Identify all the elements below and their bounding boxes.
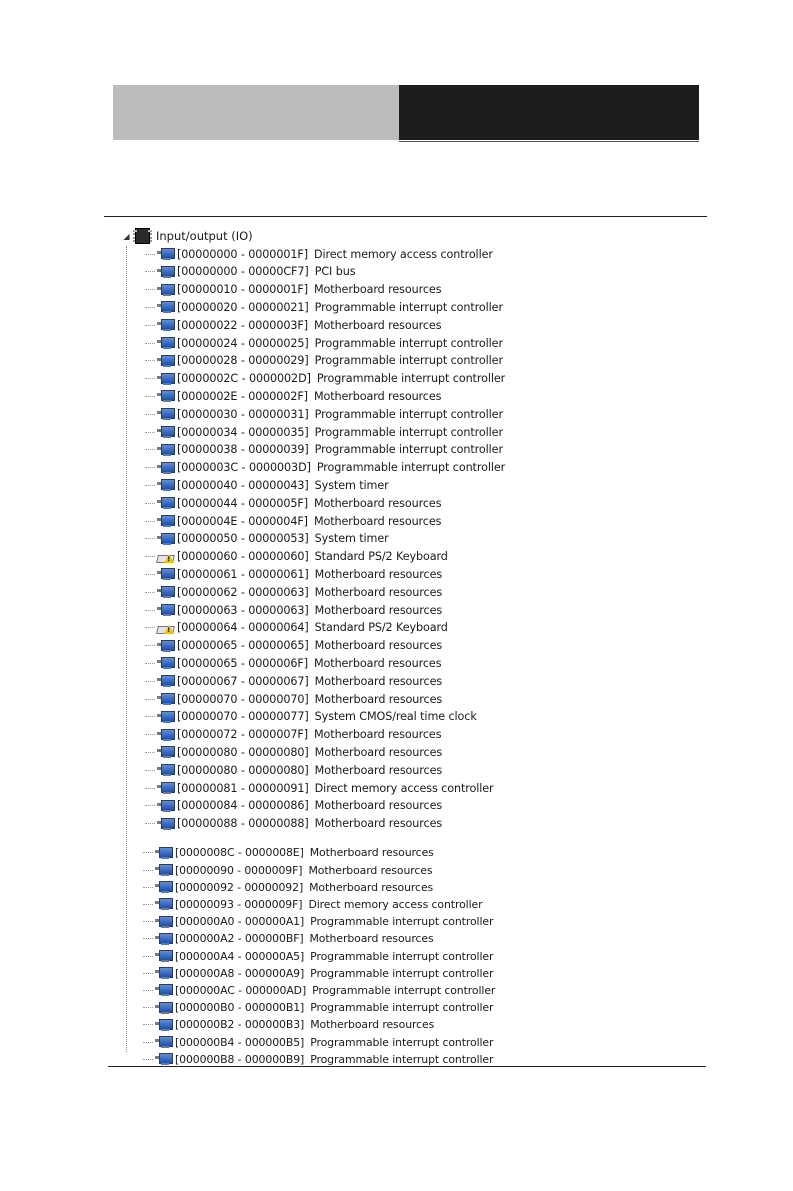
io-range: [00000060 - 00000060]	[177, 550, 309, 564]
io-range: [000000A8 - 000000A9]	[175, 966, 305, 980]
io-range: [00000084 - 00000086]	[177, 799, 309, 813]
tree-branch-line	[145, 307, 155, 308]
tree-branch-line	[145, 485, 155, 486]
device-name: Motherboard resources	[314, 567, 443, 581]
io-range: [000000A2 - 000000BF]	[175, 932, 304, 946]
monitor-device-icon	[157, 781, 174, 795]
monitor-device-icon	[157, 532, 174, 546]
tree-branch-line	[143, 921, 153, 922]
io-range: [000000B0 - 000000B1]	[175, 1001, 305, 1015]
tree-branch-line	[145, 788, 155, 789]
device-name: Motherboard resources	[314, 763, 443, 777]
monitor-device-icon	[157, 674, 174, 688]
tree-branch-line	[145, 503, 155, 504]
list-item[interactable]	[145, 424, 503, 440]
tree-branch-line	[145, 325, 155, 326]
monitor-device-icon	[155, 1018, 172, 1032]
list-item[interactable]	[145, 549, 448, 565]
list-item[interactable]	[145, 602, 442, 618]
device-name: Direct memory access controller	[308, 897, 483, 911]
list-item[interactable]	[145, 727, 441, 743]
monitor-device-icon	[157, 478, 174, 492]
device-name: Direct memory access controller	[313, 247, 493, 261]
list-item[interactable]	[145, 655, 441, 671]
monitor-device-icon	[157, 728, 174, 742]
tree-branch-line	[145, 681, 155, 682]
tree-branch-line	[143, 870, 153, 871]
monitor-device-icon	[155, 897, 172, 911]
monitor-device-icon	[157, 585, 174, 599]
list-item[interactable]	[145, 566, 442, 582]
monitor-device-icon	[157, 265, 174, 279]
list-item[interactable]	[145, 620, 448, 636]
tree-branch-line	[145, 360, 155, 361]
io-range: [00000030 - 00000031]	[177, 407, 309, 421]
list-item[interactable]	[145, 477, 389, 493]
io-range: [00000034 - 00000035]	[177, 425, 309, 439]
list-item[interactable]	[145, 691, 442, 707]
device-name: Motherboard resources	[309, 932, 434, 946]
tree-branch-line	[145, 432, 155, 433]
monitor-device-icon	[157, 461, 174, 475]
list-item[interactable]	[143, 965, 493, 981]
tree-root-io[interactable]	[121, 227, 253, 245]
io-range: [00000067 - 00000067]	[177, 674, 309, 688]
list-item[interactable]	[143, 879, 433, 895]
tree-branch-line	[145, 610, 155, 611]
device-name: Programmable interrupt controller	[310, 1035, 494, 1049]
io-range: [00000080 - 00000080]	[177, 763, 309, 777]
io-range: [000000B8 - 000000B9]	[175, 1052, 305, 1066]
tree-branch-line	[143, 990, 153, 991]
device-name: Motherboard resources	[310, 1018, 435, 1032]
monitor-device-icon	[157, 300, 174, 314]
device-name: Programmable interrupt controller	[312, 983, 496, 997]
list-item[interactable]	[143, 845, 434, 861]
device-name: Motherboard resources	[314, 817, 443, 831]
io-range: [00000020 - 00000021]	[177, 300, 309, 314]
list-item[interactable]	[145, 264, 355, 280]
io-range: [00000061 - 00000061]	[177, 567, 309, 581]
monitor-device-icon	[157, 247, 174, 261]
tree-branch-line	[145, 645, 155, 646]
list-item[interactable]	[145, 282, 441, 298]
monitor-device-icon	[157, 443, 174, 457]
device-name: System timer	[314, 478, 389, 492]
list-item[interactable]	[145, 513, 441, 529]
collapse-arrow-icon[interactable]: ◢	[123, 231, 130, 241]
tree-branch-line	[145, 521, 155, 522]
io-range: [00000093 - 0000009F]	[175, 897, 303, 911]
io-range: [000000AC - 000000AD]	[175, 983, 307, 997]
list-item[interactable]	[145, 638, 442, 654]
tree-branch-line	[145, 254, 155, 255]
top-rule	[104, 216, 707, 217]
list-item[interactable]	[145, 317, 441, 333]
tree-branch-line	[143, 938, 153, 939]
tree-branch-line	[145, 770, 155, 771]
io-range: [000000A0 - 000000A1]	[175, 915, 305, 929]
monitor-device-icon	[157, 567, 174, 581]
io-chip-icon	[135, 228, 150, 244]
tree-branch-line	[143, 904, 153, 905]
list-item[interactable]	[145, 460, 505, 476]
monitor-device-icon	[157, 603, 174, 617]
io-range: [00000063 - 00000063]	[177, 603, 309, 617]
device-name: Programmable interrupt controller	[310, 915, 494, 929]
tree-branch-line	[145, 556, 155, 557]
monitor-device-icon	[157, 763, 174, 777]
io-range: [00000072 - 0000007F]	[177, 728, 308, 742]
device-name: Direct memory access controller	[314, 781, 494, 795]
monitor-device-icon	[157, 799, 174, 813]
io-range: [00000080 - 00000080]	[177, 745, 309, 759]
device-name: System timer	[314, 532, 389, 546]
list-item[interactable]	[143, 931, 434, 947]
tree-branch-line	[145, 734, 155, 735]
device-name: Motherboard resources	[313, 318, 442, 332]
list-item[interactable]	[145, 442, 503, 458]
io-range: [00000000 - 0000001F]	[177, 247, 308, 261]
device-name: Motherboard resources	[314, 692, 443, 706]
io-range: [0000002E - 0000002F]	[177, 389, 308, 403]
list-item[interactable]	[145, 299, 503, 315]
device-name: Motherboard resources	[313, 656, 442, 670]
device-name: Programmable interrupt controller	[314, 407, 503, 421]
io-range: [00000050 - 00000053]	[177, 532, 309, 546]
io-range: [000000B4 - 000000B5]	[175, 1035, 305, 1049]
io-range: [00000010 - 0000001F]	[177, 283, 308, 297]
monitor-device-icon	[155, 1001, 172, 1015]
tree-branch-line	[143, 852, 153, 853]
tree-branch-line	[145, 663, 155, 664]
monitor-device-icon	[155, 1035, 172, 1049]
device-name: Motherboard resources	[313, 389, 442, 403]
tree-branch-line	[143, 1059, 153, 1060]
io-range: [00000064 - 00000064]	[177, 621, 309, 635]
list-item[interactable]	[145, 709, 477, 725]
device-name: Motherboard resources	[309, 846, 434, 860]
tree-branch-line	[145, 271, 155, 272]
list-item[interactable]	[145, 584, 442, 600]
device-name: Motherboard resources	[314, 745, 443, 759]
tree-branch-line	[145, 592, 155, 593]
tree-branch-line	[145, 449, 155, 450]
tree-branch-line	[143, 956, 153, 957]
device-name: PCI bus	[314, 265, 356, 279]
tree-branch-line	[143, 1042, 153, 1043]
list-item[interactable]	[145, 744, 442, 760]
monitor-device-icon	[155, 932, 172, 946]
io-range: [00000024 - 00000025]	[177, 336, 309, 350]
device-name: Motherboard resources	[314, 674, 443, 688]
list-item[interactable]	[143, 862, 432, 878]
io-range: [0000008C - 0000008E]	[175, 846, 304, 860]
tree-branch-line	[145, 699, 155, 700]
list-item[interactable]	[145, 371, 505, 387]
list-item[interactable]	[145, 246, 493, 262]
list-item[interactable]	[143, 914, 493, 930]
tree-branch-line	[143, 1024, 153, 1025]
device-name: Programmable interrupt controller	[314, 425, 503, 439]
monitor-device-icon	[157, 692, 174, 706]
monitor-device-icon	[155, 949, 172, 963]
keyboard-warning-icon: !	[157, 550, 174, 564]
header-gray-bar	[113, 85, 399, 140]
device-name: Motherboard resources	[314, 799, 443, 813]
monitor-device-icon	[155, 880, 172, 894]
io-range: [00000000 - 00000CF7]	[177, 265, 309, 279]
monitor-device-icon	[155, 915, 172, 929]
list-item[interactable]	[145, 353, 503, 369]
io-range: [00000081 - 00000091]	[177, 781, 309, 795]
monitor-device-icon	[157, 496, 174, 510]
monitor-device-icon	[157, 710, 174, 724]
tree-branch-line	[145, 414, 155, 415]
device-name: Programmable interrupt controller	[316, 372, 506, 386]
monitor-device-icon	[157, 407, 174, 421]
monitor-device-icon	[157, 817, 174, 831]
tree-root-label: Input/output (IO)	[156, 229, 253, 243]
io-range: [00000022 - 0000003F]	[177, 318, 308, 332]
io-range: [0000002C - 0000002D]	[177, 372, 311, 386]
monitor-device-icon	[157, 639, 174, 653]
tree-branch-line	[145, 752, 155, 753]
header-black-bar	[399, 85, 699, 140]
monitor-device-icon	[157, 514, 174, 528]
list-item[interactable]	[145, 495, 441, 511]
device-name: Programmable interrupt controller	[310, 966, 494, 980]
monitor-device-icon	[155, 983, 172, 997]
monitor-device-icon	[155, 1052, 172, 1066]
io-range: [00000040 - 00000043]	[177, 478, 309, 492]
monitor-device-icon	[157, 336, 174, 350]
list-item[interactable]	[143, 896, 483, 912]
io-range: [00000070 - 00000070]	[177, 692, 309, 706]
monitor-device-icon	[157, 354, 174, 368]
monitor-device-icon	[155, 863, 172, 877]
keyboard-warning-icon: !	[157, 621, 174, 635]
list-item[interactable]	[143, 1051, 493, 1067]
device-name: Programmable interrupt controller	[316, 461, 506, 475]
tree-branch-line	[145, 627, 155, 628]
monitor-device-icon	[157, 372, 174, 386]
device-name: Motherboard resources	[313, 728, 442, 742]
list-item[interactable]	[145, 388, 441, 404]
tree-branch-line	[145, 378, 155, 379]
device-name: Programmable interrupt controller	[314, 354, 503, 368]
device-name: Motherboard resources	[314, 639, 443, 653]
device-name: Programmable interrupt controller	[310, 1001, 494, 1015]
device-name: Motherboard resources	[313, 283, 442, 297]
monitor-device-icon	[157, 318, 174, 332]
io-range: [00000062 - 00000063]	[177, 585, 309, 599]
io-range: [00000090 - 0000009F]	[175, 863, 303, 877]
list-item[interactable]	[145, 798, 442, 814]
tree-branch-line	[145, 343, 155, 344]
list-item[interactable]	[143, 1017, 434, 1033]
device-name: System CMOS/real time clock	[314, 710, 477, 724]
io-range: [0000004E - 0000004F]	[177, 514, 308, 528]
list-item[interactable]	[143, 948, 493, 964]
monitor-device-icon	[155, 966, 172, 980]
list-item[interactable]	[145, 335, 503, 351]
device-name: Programmable interrupt controller	[310, 1052, 494, 1066]
monitor-device-icon	[157, 425, 174, 439]
io-range: [00000070 - 00000077]	[177, 710, 309, 724]
device-name: Motherboard resources	[314, 603, 443, 617]
device-name: Programmable interrupt controller	[310, 949, 494, 963]
device-name: Standard PS/2 Keyboard	[314, 621, 448, 635]
device-name: Standard PS/2 Keyboard	[314, 550, 448, 564]
list-item[interactable]	[143, 1000, 493, 1016]
io-range: [000000B2 - 000000B3]	[175, 1018, 305, 1032]
tree-branch-line	[145, 538, 155, 539]
device-name: Motherboard resources	[309, 880, 434, 894]
device-name: Motherboard resources	[308, 863, 433, 877]
device-name: Programmable interrupt controller	[314, 300, 503, 314]
tree-branch-line	[145, 289, 155, 290]
monitor-device-icon	[157, 389, 174, 403]
list-item[interactable]	[143, 1034, 493, 1050]
list-item[interactable]	[145, 531, 389, 547]
header-underline	[399, 141, 699, 142]
tree-branch-line	[143, 887, 153, 888]
list-item[interactable]	[145, 816, 442, 832]
tree-branch-line	[145, 716, 155, 717]
io-range: [00000065 - 00000065]	[177, 639, 309, 653]
device-name: Motherboard resources	[313, 514, 442, 528]
tree-branch-line	[143, 1007, 153, 1008]
io-range: [00000028 - 00000029]	[177, 354, 309, 368]
tree-branch-line	[145, 574, 155, 575]
monitor-device-icon	[157, 656, 174, 670]
tree-branch-line	[145, 805, 155, 806]
io-range: [00000038 - 00000039]	[177, 443, 309, 457]
device-name: Programmable interrupt controller	[314, 336, 503, 350]
monitor-device-icon	[157, 283, 174, 297]
tree-branch-line	[145, 823, 155, 824]
io-range: [000000A4 - 000000A5]	[175, 949, 305, 963]
io-range: [00000065 - 0000006F]	[177, 656, 308, 670]
device-name: Programmable interrupt controller	[314, 443, 503, 457]
list-item[interactable]	[145, 762, 442, 778]
tree-branch-line	[145, 467, 155, 468]
device-name: Motherboard resources	[313, 496, 442, 510]
device-name: Motherboard resources	[314, 585, 443, 599]
io-range: [00000044 - 0000005F]	[177, 496, 308, 510]
list-item[interactable]	[145, 780, 494, 796]
tree-connector-line	[126, 246, 127, 1052]
io-range: [0000003C - 0000003D]	[177, 461, 311, 475]
monitor-device-icon	[155, 846, 172, 860]
list-item[interactable]	[145, 673, 442, 689]
monitor-device-icon	[157, 745, 174, 759]
list-item[interactable]	[143, 982, 495, 998]
tree-branch-line	[143, 973, 153, 974]
io-range: [00000088 - 00000088]	[177, 817, 309, 831]
io-range: [00000092 - 00000092]	[175, 880, 304, 894]
list-item[interactable]	[145, 406, 503, 422]
tree-branch-line	[145, 396, 155, 397]
